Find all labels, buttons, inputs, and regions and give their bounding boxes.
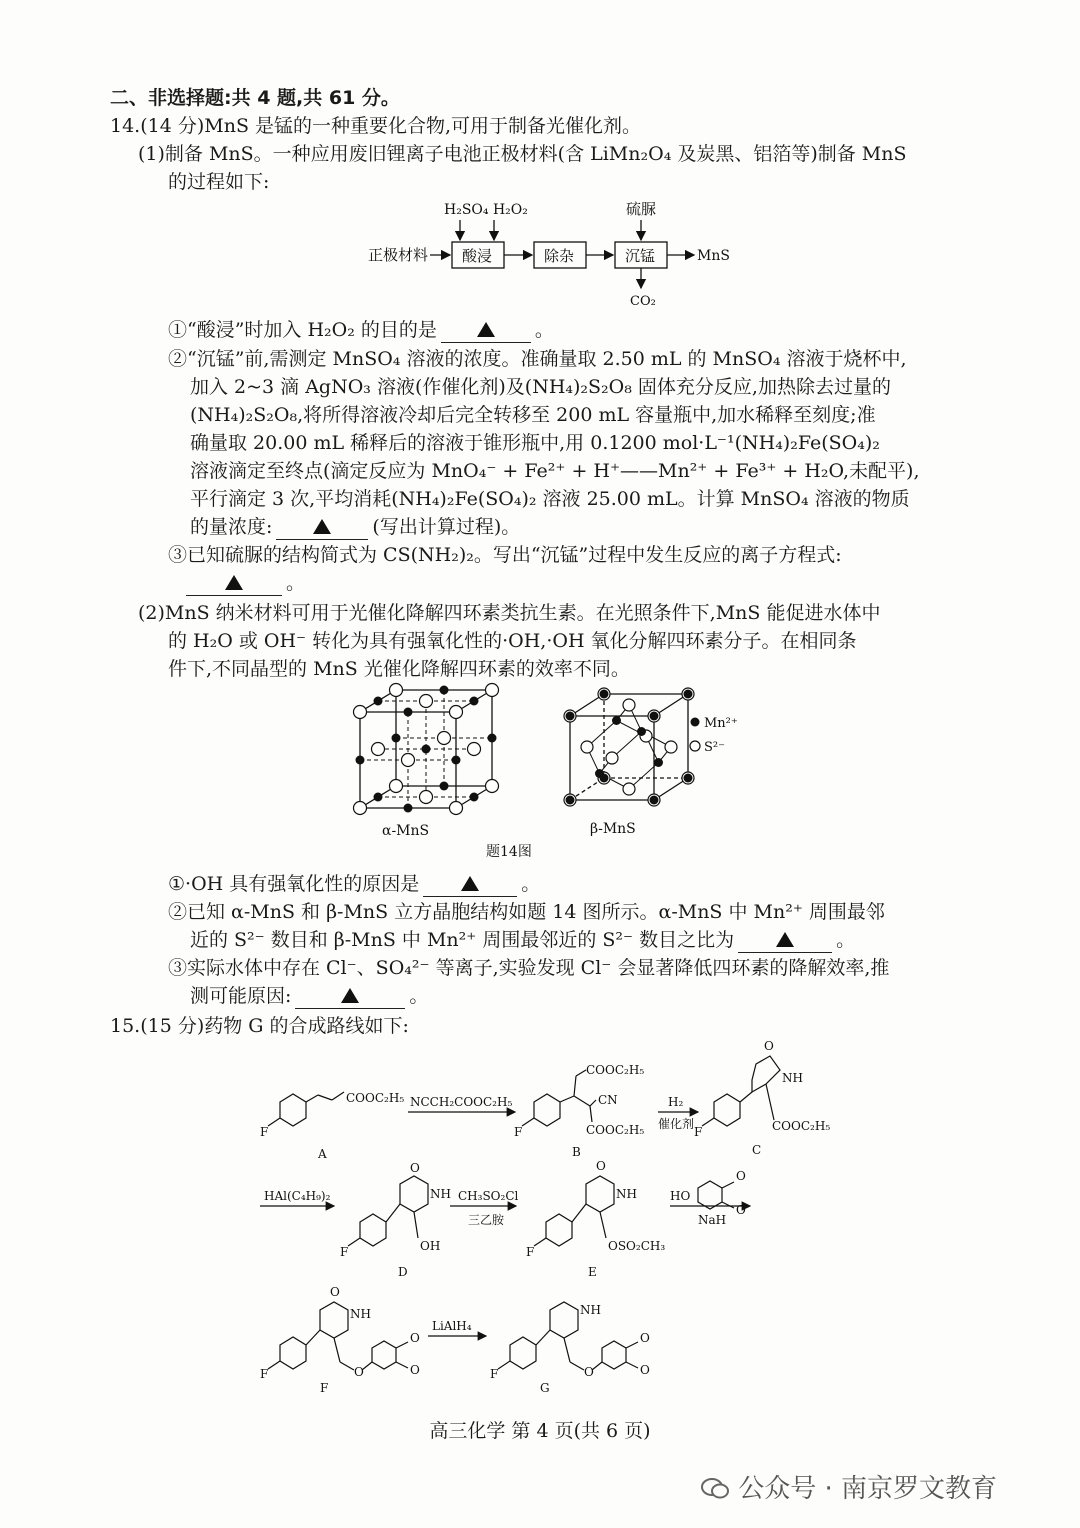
f-ring-o2: O	[410, 1363, 420, 1377]
answer-blank-t2[interactable]	[738, 928, 832, 953]
mn-ion	[404, 708, 413, 717]
figure-caption: 题14图	[486, 844, 532, 860]
mn-ion	[566, 712, 575, 721]
mn-ion	[600, 690, 609, 699]
reagent-3: HAl(C₄H₉)₂	[264, 1189, 331, 1203]
triangle-icon	[225, 575, 243, 590]
triangle-icon	[776, 932, 794, 947]
s-ion	[450, 802, 463, 815]
mn-ion	[440, 782, 449, 791]
mn-ion	[440, 686, 449, 695]
legend-s-dot	[690, 741, 700, 751]
crystal-figure	[340, 680, 770, 865]
q15-stem: 15.(15 分)药物 G 的合成路线如下:	[110, 1015, 409, 1037]
triangle-icon	[461, 876, 479, 891]
f-ether-o: O	[354, 1365, 364, 1379]
d-o: O	[410, 1161, 420, 1175]
q14-t2-line2: 近的 S²⁻ 数目和 β-MnS 中 Mn²⁺ 周围最邻近的 S²⁻ 数目之比为 。	[190, 929, 856, 951]
s-ion	[450, 706, 463, 719]
d-f: F	[340, 1245, 349, 1259]
b-ester-bottom: COOC₂H₅	[586, 1123, 645, 1137]
q14-s2-line4: 确量取 20.00 mL 稀释后的溶液于锥形瓶中,用 0.1200 mol·L⁻¹(NH₄)₂Fe(SO₄)₂	[190, 432, 880, 454]
beta-mns-cell	[564, 688, 694, 806]
s-ion	[581, 741, 593, 753]
g-ring-o1: O	[640, 1331, 650, 1345]
mn-ion	[374, 697, 383, 706]
legend-mn-dot	[691, 718, 700, 727]
flow-box3-label: 沉锰	[625, 247, 656, 265]
c-ester: COOC₂H₅	[772, 1119, 830, 1133]
mn-ion	[422, 745, 431, 754]
s-ion	[402, 754, 415, 767]
mn-ion	[684, 690, 693, 699]
mn-ion	[392, 734, 401, 743]
flow-box2-label: 除杂	[544, 247, 575, 265]
s-ion	[390, 684, 403, 697]
q14-t3-line1: ③实际水体中存在 Cl⁻、SO₄²⁻ 等离子,实验发现 Cl⁻ 会显著降低四环素的降解效率,推	[168, 957, 890, 979]
e-oms: OSO₂CH₃	[608, 1239, 666, 1253]
q14-p2-line1: (2)MnS 纳米材料可用于光催化降解四环素类抗生素。在光照条件下,MnS 能促进水体中	[138, 602, 881, 624]
q14-t1: ①·OH 具有强氧化性的原因是 。	[168, 873, 541, 895]
a-ester: COOC₂H₅	[346, 1091, 405, 1105]
reagent-4b: 三乙胺	[468, 1213, 505, 1227]
mn-ion	[488, 734, 497, 743]
q14-s2-line6: 平行滴定 3 次,平均消耗(NH₄)₂Fe(SO₄)₂ 溶液 25.00 mL。计算 MnSO₄ 溶液的物质	[190, 488, 910, 510]
s-ion	[420, 791, 433, 804]
label-a: A	[318, 1147, 327, 1161]
s-ion	[420, 695, 433, 708]
s-ion	[468, 743, 481, 756]
triangle-icon	[313, 519, 331, 534]
answer-blank-s1[interactable]	[441, 318, 531, 343]
compound-b-structure	[522, 1070, 596, 1126]
e-o: O	[596, 1159, 606, 1173]
reagent-1: NCCH₂COOC₂H₅	[410, 1095, 513, 1109]
mn-ion	[637, 727, 646, 736]
flow-diagram	[360, 196, 760, 311]
compound-e-structure	[534, 1176, 614, 1246]
b-cn: CN	[598, 1093, 618, 1107]
label-d: D	[398, 1265, 408, 1279]
compound-d-structure	[348, 1176, 428, 1246]
a-f: F	[260, 1125, 269, 1139]
compound-c-structure	[702, 1056, 780, 1126]
label-c: C	[752, 1143, 762, 1157]
triangle-icon	[477, 322, 495, 337]
reagent-4a: CH₃SO₂Cl	[458, 1189, 519, 1203]
q14-s2-line1: ②“沉锰”前,需测定 MnSO₄ 溶液的浓度。准确量取 2.50 mL 的 MnSO₄ 溶液于烧杯中,	[168, 348, 907, 370]
g-ether-o: O	[584, 1365, 594, 1379]
answer-blank-s2[interactable]	[276, 515, 368, 540]
mn-ion	[612, 716, 621, 725]
s-ion	[665, 741, 677, 753]
flow-gas: CO₂	[630, 294, 656, 309]
sesamol-o2: O	[736, 1203, 746, 1217]
q14-s1: ①“酸浸”时加入 H₂O₂ 的目的是 。	[168, 319, 554, 341]
beta-label: β-MnS	[590, 821, 636, 837]
sesamol-o1: O	[736, 1169, 746, 1183]
reagent-6: LiAlH₄	[432, 1319, 472, 1333]
mn-ion	[356, 756, 365, 765]
q14-p2-line3: 件下,不同晶型的 MnS 光催化降解四环素的效率不同。	[168, 658, 630, 680]
q14-t3-line2: 测可能原因: 。	[190, 985, 429, 1007]
legend-mn-label: Mn²⁺	[704, 716, 738, 731]
q14-s2-line7: 的量浓度: (写出计算过程)。	[190, 516, 521, 538]
d-nh: NH	[430, 1187, 451, 1201]
flow-reagent2: 硫脲	[626, 200, 657, 218]
mn-ion	[650, 712, 659, 721]
e-nh: NH	[616, 1187, 637, 1201]
answer-blank-s3[interactable]	[186, 571, 282, 596]
reagent-5a: HO	[670, 1189, 691, 1203]
mn-ion	[566, 796, 575, 805]
f-nh: NH	[350, 1307, 371, 1321]
f-f: F	[260, 1367, 269, 1381]
compound-a-structure	[268, 1092, 344, 1126]
s-ion	[486, 684, 499, 697]
flow-start: 正极材料	[368, 246, 429, 264]
f-ring-o1: O	[410, 1331, 420, 1345]
flow-box1-label: 酸浸	[462, 247, 493, 265]
reagent-5b: NaH	[698, 1213, 727, 1227]
mn-ion	[374, 793, 383, 802]
c-f: F	[694, 1125, 703, 1139]
mn-ion	[452, 756, 461, 765]
s-ion	[438, 732, 451, 745]
s-ion	[606, 752, 618, 764]
q14-t2-line1: ②已知 α-MnS 和 β-MnS 立方晶胞结构如题 14 图所示。α-MnS 中 Mn²⁺ 周围最邻	[168, 901, 885, 923]
section-title: 二、非选择题:共 4 题,共 61 分。	[110, 87, 400, 109]
q14-p1-line2: 的过程如下:	[168, 171, 270, 193]
page-footer: 高三化学 第 4 页(共 6 页)	[429, 1420, 651, 1442]
q14-s3-line1: ③已知硫脲的结构简式为 CS(NH₂)₂。写出“沉锰”过程中发生反应的离子方程式:	[168, 544, 842, 566]
alpha-mns-cell	[354, 684, 499, 815]
answer-blank-t1[interactable]	[423, 872, 517, 897]
s-ion	[354, 802, 367, 815]
d-oh: OH	[420, 1239, 441, 1253]
triangle-icon	[341, 988, 359, 1003]
b-f: F	[514, 1125, 523, 1139]
label-e: E	[588, 1265, 597, 1279]
label-g: G	[540, 1381, 550, 1395]
b-ester-top: COOC₂H₅	[586, 1063, 645, 1077]
wechat-icon	[700, 1476, 730, 1500]
legend-s-label: S²⁻	[704, 740, 725, 755]
mn-ion	[470, 793, 479, 802]
mn-ion	[684, 774, 693, 783]
alpha-label: α-MnS	[382, 823, 430, 839]
q14-p1-line1: (1)制备 MnS。一种应用废旧锂离子电池正极材料(含 LiMn₂O₄ 及炭黑、铝箔等)制备 MnS	[138, 143, 907, 165]
q14-s3-line2: 。	[186, 571, 305, 596]
q14-s2-line3: (NH₄)₂S₂O₈,将所得溶液冷却后完全转移至 200 mL 容量瓶中,加水稀释至刻度;准	[190, 404, 876, 426]
s-ion	[486, 780, 499, 793]
sesamol-structure	[698, 1181, 734, 1209]
mn-ion	[650, 796, 659, 805]
compound-g-structure	[498, 1302, 638, 1370]
g-f: F	[490, 1367, 499, 1381]
s-ion	[390, 780, 403, 793]
q14-s2-line2: 加入 2~3 滴 AgNO₃ 溶液(作催化剂)及(NH₄)₂S₂O₈ 固体充分反应,加热除去过量的	[190, 376, 891, 398]
mn-ion	[470, 697, 479, 706]
g-nh: NH	[580, 1303, 601, 1317]
label-b: B	[572, 1145, 581, 1159]
s-ion	[623, 699, 635, 711]
mn-ion	[595, 769, 604, 778]
reagent-2a: H₂	[668, 1095, 684, 1109]
flow-reagent1: H₂SO₄ H₂O₂	[444, 202, 528, 218]
mn-ion	[654, 758, 663, 767]
answer-blank-t3[interactable]	[295, 984, 405, 1009]
s-ion	[623, 783, 635, 795]
f-o: O	[330, 1285, 340, 1299]
q14-stem: 14.(14 分)MnS 是锰的一种重要化合物,可用于制备光催化剂。	[110, 115, 642, 137]
s-ion	[354, 706, 367, 719]
compound-f-structure	[268, 1302, 408, 1370]
g-ring-o2: O	[640, 1363, 650, 1377]
q14-p2-line2: 的 H₂O 或 OH⁻ 转化为具有强氧化性的·OH,·OH 氧化分解四环素分子。在相同条	[168, 630, 857, 652]
synthesis-route	[250, 1040, 830, 1400]
e-f: F	[526, 1245, 535, 1259]
reagent-2b: 催化剂	[658, 1117, 695, 1131]
c-o: O	[764, 1040, 774, 1053]
s-ion	[372, 743, 385, 756]
flow-product: MnS	[697, 248, 730, 264]
c-nh: NH	[782, 1071, 803, 1085]
mn-ion	[404, 804, 413, 813]
q14-s2-line5: 溶液滴定至终点(滴定反应为 MnO₄⁻ + Fe²⁺ + H⁺——Mn²⁺ + Fe³⁺ + H₂O,未配平),	[190, 460, 920, 482]
watermark: 公众号 · 南京罗文教育	[700, 1468, 997, 1505]
label-f: F	[320, 1381, 329, 1395]
